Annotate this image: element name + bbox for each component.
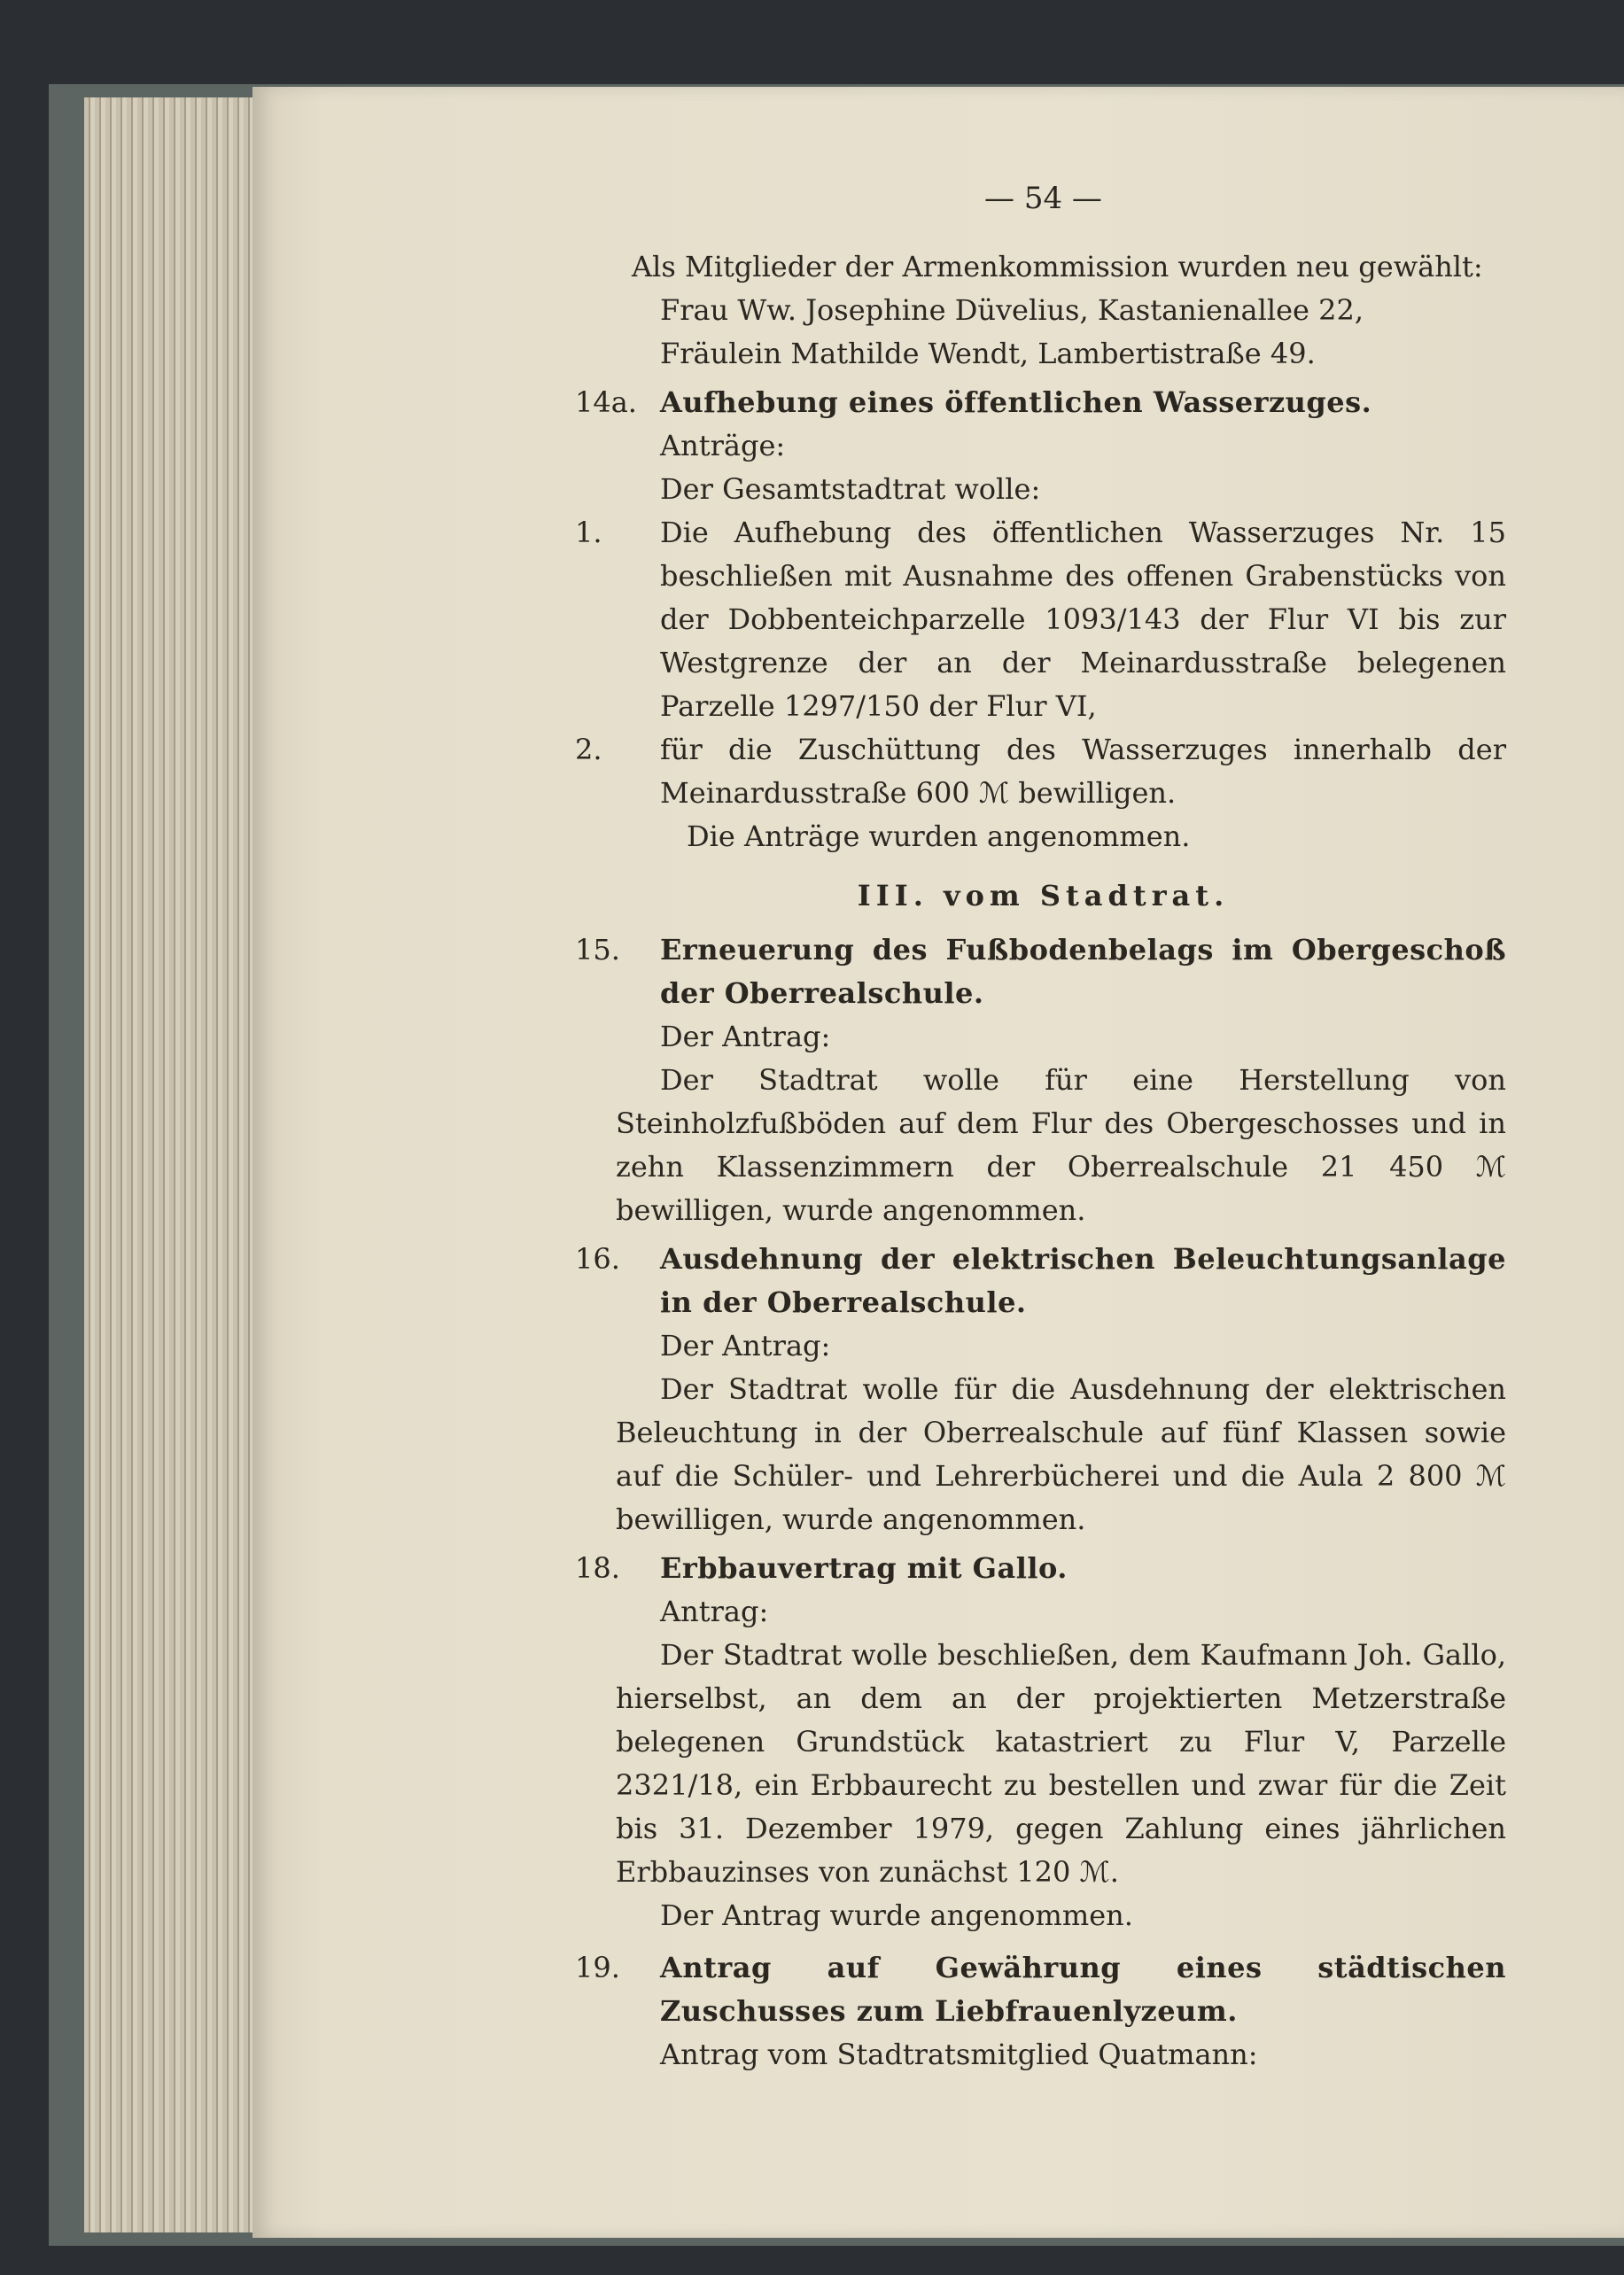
item-14a-result: Die Anträge wurden angenommen. <box>687 819 1191 853</box>
intro-text: Als Mitglieder der Armenkommission wurden neu gewählt: <box>632 250 1483 283</box>
member-1: Frau Ww. Josephine Düvelius, Kastanienallee 22, <box>660 293 1364 327</box>
item-16-antrag-label: Der Antrag: <box>660 1329 831 1363</box>
item-14a-intro: Der Gesamtstadtrat wolle: <box>660 472 1041 506</box>
item-18-antrag-label: Antrag: <box>660 1595 769 1628</box>
item-19-antrag-label: Antrag vom Stadtratsmitglied Quatmann: <box>660 2038 1258 2071</box>
item-14a-point-2 <box>575 728 1506 815</box>
page-content <box>575 177 1506 2077</box>
item-heading: Erneuerung des Fußbodenbelags im Obergeschoß der Oberrealschule. <box>660 933 1506 1010</box>
page-number: — 54 — <box>984 181 1102 216</box>
item-18-text: Der Stadtrat wolle beschließen, dem Kaufmann Joh. Gallo, hierselbst, an dem an der projektierten Metzerstraße belegenen Grundstück katastriert zu Flur V, Parzelle 2321/18, ein Erbbaurecht zu bestellen und zwar für die Zeit bis 31. Dezember 1979, gegen Zahlung eines jährlichen Erbbauzinses von zunächst 120 ℳ. <box>616 1638 1506 1889</box>
item-16 <box>575 1238 1506 1324</box>
page-stack-edge <box>84 97 261 2232</box>
item-number: 15. <box>575 933 620 967</box>
item-15-antrag-label: Der Antrag: <box>660 1020 831 1053</box>
item-14a-point-1 <box>575 511 1506 728</box>
section-title: III. vom Stadtrat. <box>857 879 1230 912</box>
item-16-text: Der Stadtrat wolle für die Ausdehnung der elektrischen Beleuchtung in der Oberrealschule auf fünf Klassen sowie auf die Schüler- und Lehrerbücherei und die Aula 2 800 ℳ bewilligen, wurde angenommen. <box>616 1372 1506 1536</box>
item-19 <box>575 1946 1506 2033</box>
item-number: 18. <box>575 1551 620 1585</box>
item-heading: Erbbauvertrag mit Gallo. <box>660 1551 1068 1585</box>
item-number: 16. <box>575 1242 620 1276</box>
point-text: Die Aufhebung des öffentlichen Wasserzuges Nr. 15 beschließen mit Ausnahme des offenen Grabenstücks von der Dobbenteichparzelle 1093/143 der Flur VI bis zur Westgrenze der an der Meinardusstraße belegenen Parzelle 1297/150 der Flur VI, <box>660 516 1506 723</box>
item-15-text: Der Stadtrat wolle für eine Herstellung von Steinholzfußböden auf dem Flur des Obergeschosses und in zehn Klassenzimmern der Oberrealschule 21 450 ℳ bewilligen, wurde angenommen. <box>616 1063 1506 1227</box>
member-2: Fräulein Mathilde Wendt, Lambertistraße 49. <box>660 337 1316 370</box>
item-number: 19. <box>575 1951 620 1984</box>
point-text: für die Zuschüttung des Wasserzuges innerhalb der Meinardusstraße 600 ℳ bewilligen. <box>660 733 1506 810</box>
item-15 <box>575 928 1506 1015</box>
item-14a <box>575 381 1506 424</box>
item-18 <box>575 1547 1506 1590</box>
point-number: 1. <box>575 516 602 549</box>
item-18-result: Der Antrag wurde angenommen. <box>660 1898 1133 1932</box>
item-heading: Antrag auf Gewährung eines städtischen Zuschusses zum Liebfrauenlyzeum. <box>660 1951 1506 2028</box>
item-heading: Ausdehnung der elektrischen Beleuchtungsanlage in der Oberrealschule. <box>660 1242 1506 1319</box>
item-number: 14a. <box>575 385 637 419</box>
point-number: 2. <box>575 733 602 766</box>
item-14a-antraege: Anträge: <box>660 429 786 462</box>
item-heading: Aufhebung eines öffentlichen Wasserzuges. <box>660 385 1372 419</box>
